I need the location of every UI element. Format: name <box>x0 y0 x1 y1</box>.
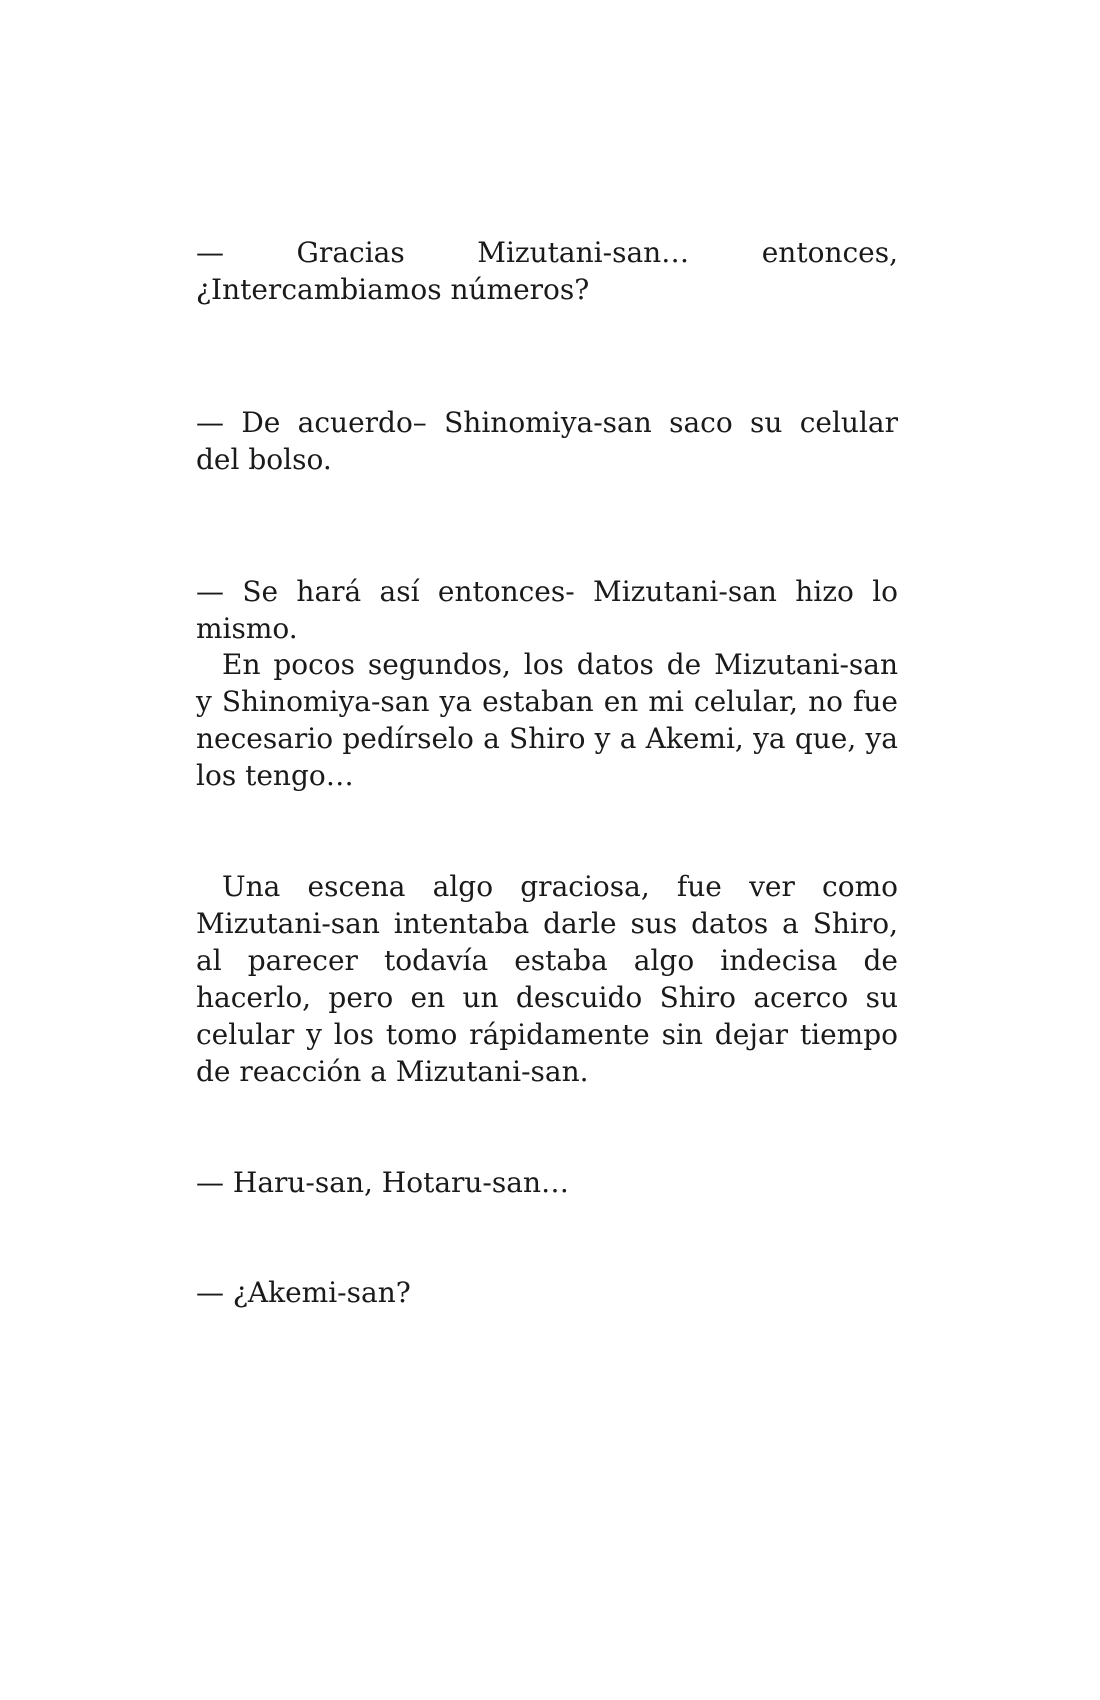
dialogue-line-agreement: — De acuerdo– Shinomiya-san saco su celular del bolso. <box>196 406 898 476</box>
dialogue-line-akemi: — ¿Akemi-san? <box>196 1276 411 1309</box>
dialogue-line-thanks-exchange-numbers: — Gracias Mizutani-san… entonces, ¿Intercambiamos números? <box>196 236 898 306</box>
narration-paragraph-funny-scene: Una escena algo graciosa, fue ver como Mizutani-san intentaba darle sus datos a Shiro, al parecer todavía estaba algo indecisa de hacerlo, pero en un descuido Shiro acerco su celular y los tomo rápidamente sin dejar tiempo de reacción a Mizutani-san. <box>196 870 898 1088</box>
narration-paragraph-contacts: En pocos segundos, los datos de Mizutani-san y Shinomiya-san ya estaban en mi celular, no fue necesario pedírselo a Shiro y a Akemi, ya que, ya los tengo… <box>196 648 898 792</box>
dialogue-line-haru-hotaru: — Haru-san, Hotaru-san… <box>196 1166 569 1199</box>
dialogue-line-same-action: — Se hará así entonces- Mizutani-san hizo lo mismo. <box>196 575 898 645</box>
